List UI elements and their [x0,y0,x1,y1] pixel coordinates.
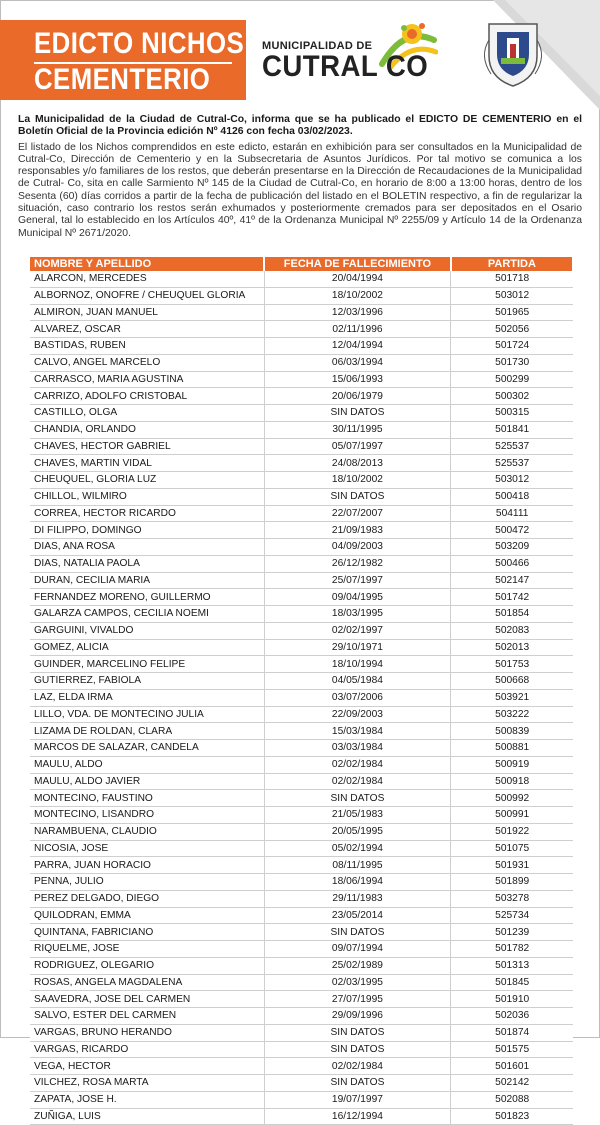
table-row [30,941,573,958]
cell-date: 12/04/1994 [264,338,451,355]
cell-partida: 501575 [451,1041,573,1058]
cell-name: CHAVES, MARTIN VIDAL [30,455,264,472]
cell-name: CHAVES, HECTOR GABRIEL [30,438,264,455]
cell-name: CORREA, HECTOR RICARDO [30,505,264,522]
cell-partida: 525537 [451,455,573,472]
cell-name: SAAVEDRA, JOSE DEL CARMEN [30,991,264,1008]
header-name: NOMBRE Y APELLIDO [30,257,264,271]
cell-name: RIQUELME, JOSE [30,941,264,958]
cell-date: SIN DATOS [264,1024,451,1041]
cell-name: CALVO, ANGEL MARCELO [30,354,264,371]
municipality-big-text: CUTRAL CO [262,50,429,83]
cell-date: SIN DATOS [264,405,451,422]
table-row [30,807,573,824]
cell-date: SIN DATOS [264,488,451,505]
table-row [30,455,573,472]
cell-partida: 502147 [451,572,573,589]
cell-date: 18/10/2002 [264,472,451,489]
cell-date: 04/05/1984 [264,673,451,690]
table-row [30,622,573,639]
table-row [30,505,573,522]
cell-date: 19/07/1997 [264,1091,451,1108]
table-row [30,589,573,606]
table-row [30,974,573,991]
cell-partida: 502083 [451,622,573,639]
cell-name: GARGUINI, VIVALDO [30,622,264,639]
cell-date: 04/09/2003 [264,539,451,556]
cell-partida: 501782 [451,941,573,958]
table-row [30,1024,573,1041]
cell-date: 20/06/1979 [264,388,451,405]
cell-partida: 501742 [451,589,573,606]
table-row [30,388,573,405]
cell-partida: 503012 [451,287,573,304]
cell-name: VEGA, HECTOR [30,1058,264,1075]
cell-partida: 500299 [451,371,573,388]
table-row [30,1041,573,1058]
cell-date: 18/03/1995 [264,606,451,623]
cell-name: VARGAS, RICARDO [30,1041,264,1058]
cell-name: QUILODRAN, EMMA [30,907,264,924]
table-row [30,790,573,807]
cell-name: FERNANDEZ MORENO, GUILLERMO [30,589,264,606]
cell-date: 20/04/1994 [264,271,451,287]
cell-date: 21/09/1983 [264,522,451,539]
cell-partida: 501931 [451,857,573,874]
cell-partida: 500992 [451,790,573,807]
cell-partida: 501075 [451,840,573,857]
cell-date: 15/03/1984 [264,723,451,740]
cell-partida: 503012 [451,472,573,489]
header-partida: PARTIDA [451,257,573,271]
table-row [30,740,573,757]
cell-partida: 500418 [451,488,573,505]
cell-name: MONTECINO, LISANDRO [30,807,264,824]
cell-name: LAZ, ELDA IRMA [30,689,264,706]
cell-partida: 501841 [451,421,573,438]
cell-partida: 500918 [451,773,573,790]
cell-name: ALARCON, MERCEDES [30,271,264,287]
table-row [30,522,573,539]
intro-body-paragraph: El listado de los Nichos comprendidos en este edicto, estarán en exhibición para ser consultados en la Municipalidad de Cutral-Co, Dirección de Cementerio y en la Subsecretaria de Asuntos Jurídicos. Por tal motivo se comunica a los responsables y/o familiares de los restos, que deberán presentarse en la Dirección de Recaudaciones de la Municipalidad de Cutral- Co, sita en calle Sarmiento Nº 145 de la Ciudad de Cutral-Co, en horario de 8:00 a 13:00 horas, dentro de los Sesenta (60) días corridos a partir de la fecha de publicación del listado en el BOLETIN respectivo, a fin de regularizar la situación, caso contrario los restos serán exhumados y posteriormente cremados para ser depositados en el Osario General, tal lo establecido en los Artículos 40º, 41º de la Ordenanza Municipal Nº 2255/09 y Artículo 14 de la Ordenanza Municipal Nº 2671/2020. [18,141,582,239]
municipality-wordmark [262,40,443,82]
table-row [30,371,573,388]
cell-partida: 503921 [451,689,573,706]
cell-name: DI FILIPPO, DOMINGO [30,522,264,539]
cell-date: 25/02/1989 [264,957,451,974]
table-row [30,924,573,941]
table-row [30,304,573,321]
table-row [30,773,573,790]
cell-name: CARRIZO, ADOLFO CRISTOBAL [30,388,264,405]
cell-date: 18/10/2002 [264,287,451,304]
table-row [30,991,573,1008]
table-row [30,656,573,673]
cell-partida: 500919 [451,756,573,773]
cell-name: SALVO, ESTER DEL CARMEN [30,1008,264,1025]
table-body [30,271,573,1125]
table-header-row [30,257,573,271]
title-line-1: EDICTO NICHOS [34,27,245,60]
cell-partida: 501753 [451,656,573,673]
cell-partida: 502142 [451,1075,573,1092]
cell-date: 27/07/1995 [264,991,451,1008]
cell-partida: 502056 [451,321,573,338]
cell-date: SIN DATOS [264,924,451,941]
cell-name: MAULU, ALDO JAVIER [30,773,264,790]
cell-date: 30/11/1995 [264,421,451,438]
cell-partida: 501823 [451,1108,573,1125]
cell-name: CHEUQUEL, GLORIA LUZ [30,472,264,489]
cell-name: ZAPATA, JOSE H. [30,1091,264,1108]
cell-name: NARAMBUENA, CLAUDIO [30,823,264,840]
cell-name: ALMIRON, JUAN MANUEL [30,304,264,321]
table-row [30,472,573,489]
cell-name: CHANDIA, ORLANDO [30,421,264,438]
cell-name: ROSAS, ANGELA MAGDALENA [30,974,264,991]
table-row [30,1058,573,1075]
table-row [30,639,573,656]
cell-name: LILLO, VDA. DE MONTECINO JULIA [30,706,264,723]
table-row [30,823,573,840]
cell-name: PEREZ DELGADO, DIEGO [30,890,264,907]
cell-date: 15/06/1993 [264,371,451,388]
cell-partida: 500668 [451,673,573,690]
cell-partida: 501730 [451,354,573,371]
cell-name: LIZAMA DE ROLDAN, CLARA [30,723,264,740]
cell-name: ALVAREZ, OSCAR [30,321,264,338]
table-row [30,287,573,304]
table-row [30,438,573,455]
cell-name: DIAS, NATALIA PAOLA [30,555,264,572]
table-row [30,1008,573,1025]
cell-date: 29/09/1996 [264,1008,451,1025]
cell-date: 12/03/1996 [264,304,451,321]
cell-date: 26/12/1982 [264,555,451,572]
cell-name: MAULU, ALDO [30,756,264,773]
cell-name: DURAN, CECILIA MARIA [30,572,264,589]
cell-date: 09/04/1995 [264,589,451,606]
cell-name: RODRIGUEZ, OLEGARIO [30,957,264,974]
cell-date: 21/05/1983 [264,807,451,824]
table-row [30,706,573,723]
table-row [30,874,573,891]
table-row [30,421,573,438]
table-row [30,957,573,974]
cell-partida: 501965 [451,304,573,321]
cell-name: CHILLOL, WILMIRO [30,488,264,505]
intro-bold-paragraph: La Municipalidad de la Ciudad de Cutral-Co, informa que se ha publicado el EDICTO DE CEMENTERIO en el Boletín Oficial de la Provincia edición Nº 4126 con fecha 03/02/2023. [18,114,582,138]
table-row [30,1108,573,1125]
cell-date: 05/02/1994 [264,840,451,857]
cell-name: DIAS, ANA ROSA [30,539,264,556]
municipality-small-text: MUNICIPALIDAD DE [262,40,373,52]
cell-partida: 501910 [451,991,573,1008]
cell-partida: 501601 [451,1058,573,1075]
cell-partida: 525734 [451,907,573,924]
cell-partida: 500991 [451,807,573,824]
cell-date: 08/11/1995 [264,857,451,874]
cell-date: SIN DATOS [264,1041,451,1058]
cell-date: 18/06/1994 [264,874,451,891]
cell-partida: 500472 [451,522,573,539]
table-row [30,689,573,706]
cell-date: 24/08/2013 [264,455,451,472]
table-row [30,271,573,287]
cell-partida: 500839 [451,723,573,740]
cell-date: SIN DATOS [264,790,451,807]
title-banner [0,20,246,100]
table-row [30,723,573,740]
table-row [30,539,573,556]
cell-name: GOMEZ, ALICIA [30,639,264,656]
cell-name: CARRASCO, MARIA AGUSTINA [30,371,264,388]
table-row [30,488,573,505]
cell-partida: 501899 [451,874,573,891]
cell-name: QUINTANA, FABRICIANO [30,924,264,941]
cell-partida: 502036 [451,1008,573,1025]
cell-name: PARRA, JUAN HORACIO [30,857,264,874]
cell-partida: 500881 [451,740,573,757]
cell-date: 25/07/1997 [264,572,451,589]
cell-name: BASTIDAS, RUBEN [30,338,264,355]
cell-partida: 501874 [451,1024,573,1041]
cell-partida: 501313 [451,957,573,974]
cell-name: GALARZA CAMPOS, CECILIA NOEMI [30,606,264,623]
edict-intro [18,114,582,240]
cell-name: VILCHEZ, ROSA MARTA [30,1075,264,1092]
table-row [30,606,573,623]
cell-partida: 503278 [451,890,573,907]
cell-date: 18/10/1994 [264,656,451,673]
table-row [30,1091,573,1108]
cell-partida: 501718 [451,271,573,287]
table-row [30,321,573,338]
cell-name: MONTECINO, FAUSTINO [30,790,264,807]
cell-date: 02/02/1984 [264,773,451,790]
cell-partida: 501922 [451,823,573,840]
cell-date: SIN DATOS [264,1075,451,1092]
cell-partida: 501854 [451,606,573,623]
cell-date: 03/03/1984 [264,740,451,757]
cell-partida: 501724 [451,338,573,355]
cell-partida: 500302 [451,388,573,405]
cell-date: 02/11/1996 [264,321,451,338]
cell-date: 23/05/2014 [264,907,451,924]
cell-date: 29/10/1971 [264,639,451,656]
title-line-2: CEMENTERIO [34,63,211,96]
cell-date: 09/07/1994 [264,941,451,958]
cell-date: 02/02/1984 [264,756,451,773]
cell-partida: 500466 [451,555,573,572]
cell-partida: 501845 [451,974,573,991]
cell-partida: 504111 [451,505,573,522]
cell-name: VARGAS, BRUNO HERANDO [30,1024,264,1041]
cell-date: 29/11/1983 [264,890,451,907]
cell-date: 06/03/1994 [264,354,451,371]
table-row [30,338,573,355]
table-row [30,890,573,907]
cell-date: 16/12/1994 [264,1108,451,1125]
cell-name: ALBORNOZ, ONOFRE / CHEUQUEL GLORIA [30,287,264,304]
cell-date: 02/02/1984 [264,1058,451,1075]
cell-partida: 502088 [451,1091,573,1108]
cell-date: 02/02/1997 [264,622,451,639]
cell-date: 05/07/1997 [264,438,451,455]
cell-date: 20/05/1995 [264,823,451,840]
cell-name: PENNA, JULIO [30,874,264,891]
cell-name: MARCOS DE SALAZAR, CANDELA [30,740,264,757]
cell-name: GUTIERREZ, FABIOLA [30,673,264,690]
cell-date: 02/03/1995 [264,974,451,991]
niches-table [30,257,574,1125]
table-row [30,405,573,422]
table-row [30,857,573,874]
table-row [30,756,573,773]
table-row [30,1075,573,1092]
cell-date: 03/07/2006 [264,689,451,706]
cell-partida: 503222 [451,706,573,723]
table-row [30,572,573,589]
cell-name: CASTILLO, OLGA [30,405,264,422]
cell-name: ZUÑIGA, LUIS [30,1108,264,1125]
cell-partida: 503209 [451,539,573,556]
cell-partida: 500315 [451,405,573,422]
table-row [30,354,573,371]
table-row [30,907,573,924]
cell-partida: 501239 [451,924,573,941]
cell-partida: 525537 [451,438,573,455]
cell-date: 22/07/2007 [264,505,451,522]
cell-partida: 502013 [451,639,573,656]
header-date: FECHA DE FALLECIMIENTO [264,257,451,271]
cell-date: 22/09/2003 [264,706,451,723]
cell-name: GUINDER, MARCELINO FELIPE [30,656,264,673]
table-row [30,840,573,857]
city-seal-icon [475,0,600,110]
cell-name: NICOSIA, JOSE [30,840,264,857]
table-row [30,555,573,572]
table-row [30,673,573,690]
